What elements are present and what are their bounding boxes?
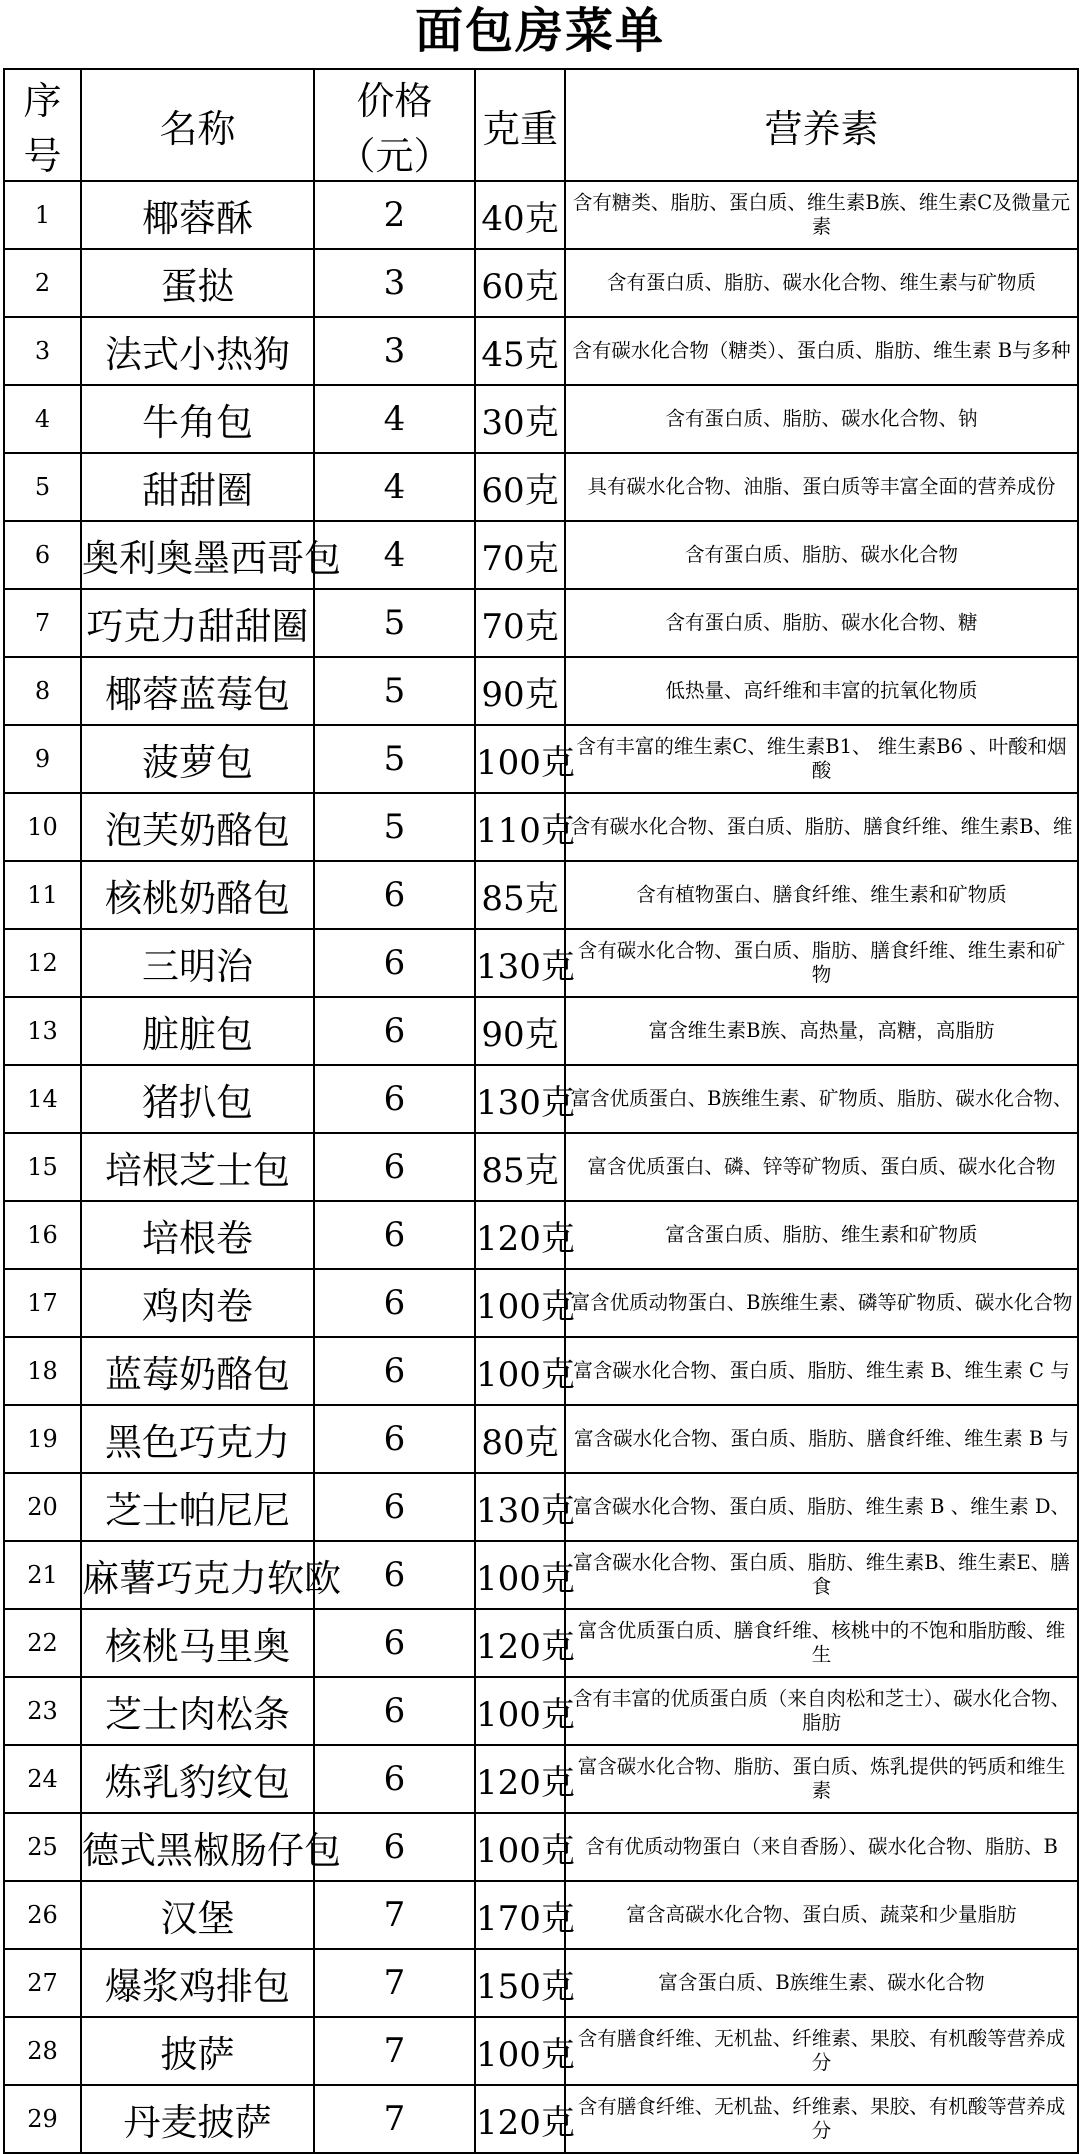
cell-no: 17 xyxy=(4,1269,81,1337)
cell-nutrients xyxy=(565,1881,1078,1949)
cell-no: 26 xyxy=(4,1881,81,1949)
cell-no: 12 xyxy=(4,929,81,997)
cell-no: 2 xyxy=(4,249,81,317)
cell-no: 7 xyxy=(4,589,81,657)
table-row xyxy=(4,1405,1078,1473)
nutrients-text: 含有蛋白质、脂肪、碳水化合物、维生素与矿物质 xyxy=(606,271,1036,294)
nutrients-text: 含有膳食纤维、无机盐、纤维素、果胶、有机酸等营养成分 xyxy=(577,2027,1066,2074)
table-row xyxy=(4,1133,1078,1201)
cell-name: 牛角包 xyxy=(81,385,314,453)
cell-nutrients xyxy=(565,1201,1078,1269)
cell-no: 24 xyxy=(4,1745,81,1813)
cell-weight: 120克 xyxy=(475,1609,565,1677)
table-row xyxy=(4,1201,1078,1269)
table-row xyxy=(4,2017,1078,2085)
cell-name: 椰蓉蓝莓包 xyxy=(81,657,314,725)
cell-weight: 120克 xyxy=(475,1745,565,1813)
cell-name: 黑色巧克力 xyxy=(81,1405,314,1473)
cell-weight: 100克 xyxy=(475,1541,565,1609)
table-row xyxy=(4,725,1078,793)
cell-weight: 40克 xyxy=(475,181,565,249)
nutrients-text: 富含碳水化合物、蛋白质、脂肪、维生素 B、维生素 C 与 xyxy=(573,1359,1070,1382)
cell-price: 6 xyxy=(314,929,475,997)
cell-no: 21 xyxy=(4,1541,81,1609)
table-row xyxy=(4,657,1078,725)
nutrients-text: 含有丰富的维生素C、维生素B1、 维生素B6 、叶酸和烟酸 xyxy=(576,735,1067,782)
cell-no: 1 xyxy=(4,181,81,249)
cell-price: 7 xyxy=(314,1881,475,1949)
cell-nutrients xyxy=(565,1473,1078,1541)
table-row xyxy=(4,1473,1078,1541)
table-row xyxy=(4,1269,1078,1337)
cell-no: 3 xyxy=(4,317,81,385)
nutrients-text: 富含优质蛋白质、膳食纤维、核桃中的不饱和脂肪酸、维生 xyxy=(577,1619,1066,1666)
cell-nutrients xyxy=(565,1065,1078,1133)
cell-name: 鸡肉卷 xyxy=(81,1269,314,1337)
cell-nutrients xyxy=(565,453,1078,521)
cell-weight: 110克 xyxy=(475,793,565,861)
cell-price: 6 xyxy=(314,1677,475,1745)
cell-nutrients xyxy=(565,725,1078,793)
table-row xyxy=(4,2085,1078,2153)
cell-name: 丹麦披萨 xyxy=(81,2085,314,2153)
cell-price: 6 xyxy=(314,1201,475,1269)
cell-price: 7 xyxy=(314,1949,475,2017)
nutrients-text: 富含碳水化合物、蛋白质、脂肪、维生素 B 、维生素 D、 xyxy=(572,1495,1071,1518)
header-price: 价格（元） xyxy=(314,69,475,181)
cell-weight: 90克 xyxy=(475,657,565,725)
table-row xyxy=(4,793,1078,861)
cell-price: 6 xyxy=(314,1541,475,1609)
cell-nutrients xyxy=(565,1745,1078,1813)
header-row xyxy=(4,69,1078,181)
nutrients-text: 含有碳水化合物（糖类）、蛋白质、脂肪、维生素 B与多种 xyxy=(572,339,1071,362)
cell-weight: 60克 xyxy=(475,453,565,521)
table-row xyxy=(4,1677,1078,1745)
cell-name: 椰蓉酥 xyxy=(81,181,314,249)
cell-price: 6 xyxy=(314,1065,475,1133)
cell-name: 泡芙奶酪包 xyxy=(81,793,314,861)
cell-name: 核桃马里奥 xyxy=(81,1609,314,1677)
cell-no: 8 xyxy=(4,657,81,725)
nutrients-text: 富含优质蛋白、B族维生素、矿物质、脂肪、碳水化合物、 xyxy=(570,1087,1073,1110)
nutrients-text: 富含维生素B族、高热量，高糖，高脂肪 xyxy=(648,1019,995,1042)
cell-name: 披萨 xyxy=(81,2017,314,2085)
nutrients-text: 含有丰富的优质蛋白质（来自肉松和芝士）、碳水化合物、脂肪 xyxy=(572,1687,1071,1734)
cell-no: 18 xyxy=(4,1337,81,1405)
cell-price: 6 xyxy=(314,1133,475,1201)
cell-price: 5 xyxy=(314,589,475,657)
cell-price: 6 xyxy=(314,1609,475,1677)
nutrients-text: 含有糖类、脂肪、蛋白质、维生素B族、维生素C及微量元素 xyxy=(572,191,1071,238)
cell-price: 6 xyxy=(314,861,475,929)
cell-name: 脏脏包 xyxy=(81,997,314,1065)
cell-price: 5 xyxy=(314,793,475,861)
cell-weight: 70克 xyxy=(475,589,565,657)
table-row xyxy=(4,1813,1078,1881)
table-row xyxy=(4,1337,1078,1405)
table-row xyxy=(4,385,1078,453)
cell-weight: 60克 xyxy=(475,249,565,317)
cell-nutrients xyxy=(565,1609,1078,1677)
cell-price: 6 xyxy=(314,1405,475,1473)
cell-price: 7 xyxy=(314,2017,475,2085)
cell-weight: 30克 xyxy=(475,385,565,453)
cell-price: 5 xyxy=(314,657,475,725)
header-nutrients: 营养素 xyxy=(565,69,1078,181)
cell-price: 6 xyxy=(314,997,475,1065)
nutrients-text: 含有蛋白质、脂肪、碳水化合物 xyxy=(684,543,958,566)
cell-no: 25 xyxy=(4,1813,81,1881)
nutrients-text: 富含蛋白质、脂肪、维生素和矿物质 xyxy=(665,1223,978,1246)
cell-weight: 85克 xyxy=(475,1133,565,1201)
cell-price: 4 xyxy=(314,521,475,589)
table-row xyxy=(4,1881,1078,1949)
cell-weight: 130克 xyxy=(475,1473,565,1541)
cell-nutrients xyxy=(565,385,1078,453)
cell-no: 5 xyxy=(4,453,81,521)
cell-nutrients xyxy=(565,1133,1078,1201)
cell-no: 15 xyxy=(4,1133,81,1201)
cell-price: 6 xyxy=(314,1813,475,1881)
menu-body xyxy=(4,181,1078,2153)
header-no: 序号 xyxy=(4,69,81,181)
cell-nutrients xyxy=(565,997,1078,1065)
cell-nutrients xyxy=(565,181,1078,249)
cell-weight: 100克 xyxy=(475,1269,565,1337)
nutrients-text: 富含蛋白质、B族维生素、碳水化合物 xyxy=(658,1971,985,1994)
cell-price: 6 xyxy=(314,1337,475,1405)
nutrients-text: 富含优质动物蛋白、B族维生素、磷等矿物质、碳水化合物 xyxy=(570,1291,1073,1314)
cell-nutrients xyxy=(565,1337,1078,1405)
cell-name: 蛋挞 xyxy=(81,249,314,317)
cell-nutrients xyxy=(565,2017,1078,2085)
table-row xyxy=(4,453,1078,521)
cell-weight: 130克 xyxy=(475,1065,565,1133)
cell-price: 4 xyxy=(314,453,475,521)
nutrients-text: 富含碳水化合物、脂肪、蛋白质、炼乳提供的钙质和维生素 xyxy=(577,1755,1066,1802)
nutrients-text: 富含高碳水化合物、蛋白质、蔬菜和少量脂肪 xyxy=(626,1903,1017,1926)
nutrients-text: 低热量、高纤维和丰富的抗氧化物质 xyxy=(665,679,978,702)
cell-no: 14 xyxy=(4,1065,81,1133)
table-row xyxy=(4,997,1078,1065)
menu-title: 面包房菜单 xyxy=(414,3,665,59)
table-row xyxy=(4,861,1078,929)
header-weight: 克重 xyxy=(475,69,565,181)
cell-weight: 130克 xyxy=(475,929,565,997)
cell-name: 爆浆鸡排包 xyxy=(81,1949,314,2017)
cell-name: 汉堡 xyxy=(81,1881,314,1949)
cell-no: 20 xyxy=(4,1473,81,1541)
cell-nutrients xyxy=(565,2085,1078,2153)
table-row xyxy=(4,181,1078,249)
table-row xyxy=(4,1541,1078,1609)
cell-weight: 100克 xyxy=(475,1337,565,1405)
table-row xyxy=(4,1609,1078,1677)
cell-weight: 120克 xyxy=(475,2085,565,2153)
cell-weight: 100克 xyxy=(475,1677,565,1745)
cell-name: 培根芝士包 xyxy=(81,1133,314,1201)
nutrients-text: 含有碳水化合物、蛋白质、脂肪、膳食纤维、维生素B、维 xyxy=(570,815,1073,838)
cell-price: 4 xyxy=(314,385,475,453)
cell-name: 甜甜圈 xyxy=(81,453,314,521)
table-row xyxy=(4,1949,1078,2017)
cell-name: 芝士帕尼尼 xyxy=(81,1473,314,1541)
cell-name: 蓝莓奶酪包 xyxy=(81,1337,314,1405)
cell-no: 29 xyxy=(4,2085,81,2153)
cell-weight: 120克 xyxy=(475,1201,565,1269)
cell-nutrients xyxy=(565,793,1078,861)
cell-no: 13 xyxy=(4,997,81,1065)
cell-price: 5 xyxy=(314,725,475,793)
cell-price: 6 xyxy=(314,1269,475,1337)
cell-no: 19 xyxy=(4,1405,81,1473)
cell-price: 3 xyxy=(314,249,475,317)
cell-name: 芝士肉松条 xyxy=(81,1677,314,1745)
nutrients-text: 含有碳水化合物、蛋白质、脂肪、膳食纤维、维生素和矿物 xyxy=(577,939,1066,986)
cell-name: 菠萝包 xyxy=(81,725,314,793)
cell-no: 6 xyxy=(4,521,81,589)
cell-price: 2 xyxy=(314,181,475,249)
cell-name: 巧克力甜甜圈 xyxy=(81,589,314,657)
cell-weight: 100克 xyxy=(475,1813,565,1881)
cell-price: 6 xyxy=(314,1473,475,1541)
cell-nutrients xyxy=(565,249,1078,317)
table-row xyxy=(4,1745,1078,1813)
cell-nutrients xyxy=(565,1949,1078,2017)
cell-name: 培根卷 xyxy=(81,1201,314,1269)
cell-no: 22 xyxy=(4,1609,81,1677)
header-name: 名称 xyxy=(81,69,314,181)
nutrients-text: 含有膳食纤维、无机盐、纤维素、果胶、有机酸等营养成分 xyxy=(577,2095,1066,2142)
cell-price: 6 xyxy=(314,1745,475,1813)
cell-name: 德式黑椒肠仔包 xyxy=(81,1813,314,1881)
cell-nutrients xyxy=(565,1813,1078,1881)
cell-nutrients xyxy=(565,861,1078,929)
cell-name: 三明治 xyxy=(81,929,314,997)
table-row xyxy=(4,589,1078,657)
cell-weight: 170克 xyxy=(475,1881,565,1949)
cell-nutrients xyxy=(565,589,1078,657)
table-row xyxy=(4,521,1078,589)
cell-price: 3 xyxy=(314,317,475,385)
menu-table xyxy=(3,68,1079,2154)
cell-no: 10 xyxy=(4,793,81,861)
cell-name: 核桃奶酪包 xyxy=(81,861,314,929)
cell-name: 猪扒包 xyxy=(81,1065,314,1133)
cell-weight: 70克 xyxy=(475,521,565,589)
cell-no: 4 xyxy=(4,385,81,453)
cell-name: 奥利奥墨西哥包 xyxy=(81,521,314,589)
nutrients-text: 具有碳水化合物、油脂、蛋白质等丰富全面的营养成份 xyxy=(587,475,1056,498)
table-row xyxy=(4,317,1078,385)
table-row xyxy=(4,1065,1078,1133)
cell-name: 炼乳豹纹包 xyxy=(81,1745,314,1813)
cell-nutrients xyxy=(565,1269,1078,1337)
cell-name: 麻薯巧克力软欧 xyxy=(81,1541,314,1609)
cell-no: 9 xyxy=(4,725,81,793)
cell-weight: 85克 xyxy=(475,861,565,929)
cell-no: 11 xyxy=(4,861,81,929)
nutrients-text: 富含碳水化合物、蛋白质、脂肪、维生素B、维生素E、膳食 xyxy=(573,1551,1070,1598)
table-row xyxy=(4,929,1078,997)
cell-no: 28 xyxy=(4,2017,81,2085)
cell-nutrients xyxy=(565,929,1078,997)
nutrients-text: 含有蛋白质、脂肪、碳水化合物、糖 xyxy=(665,611,978,634)
cell-weight: 100克 xyxy=(475,725,565,793)
cell-name: 法式小热狗 xyxy=(81,317,314,385)
cell-weight: 90克 xyxy=(475,997,565,1065)
cell-weight: 100克 xyxy=(475,2017,565,2085)
nutrients-text: 富含优质蛋白、磷、锌等矿物质、蛋白质、碳水化合物 xyxy=(587,1155,1056,1178)
cell-no: 27 xyxy=(4,1949,81,2017)
cell-nutrients xyxy=(565,1677,1078,1745)
nutrients-text: 含有植物蛋白、膳食纤维、维生素和矿物质 xyxy=(636,883,1007,906)
cell-nutrients xyxy=(565,317,1078,385)
cell-nutrients xyxy=(565,1405,1078,1473)
cell-weight: 150克 xyxy=(475,1949,565,2017)
table-row xyxy=(4,249,1078,317)
cell-nutrients xyxy=(565,521,1078,589)
cell-no: 16 xyxy=(4,1201,81,1269)
cell-no: 23 xyxy=(4,1677,81,1745)
nutrients-text: 富含碳水化合物、蛋白质、脂肪、膳食纤维、维生素 B 与 xyxy=(574,1427,1069,1450)
cell-price: 7 xyxy=(314,2085,475,2153)
nutrients-text: 含有蛋白质、脂肪、碳水化合物、钠 xyxy=(665,407,978,430)
cell-nutrients xyxy=(565,1541,1078,1609)
cell-weight: 80克 xyxy=(475,1405,565,1473)
cell-weight: 45克 xyxy=(475,317,565,385)
cell-nutrients xyxy=(565,657,1078,725)
nutrients-text: 含有优质动物蛋白（来自香肠）、碳水化合物、脂肪、B xyxy=(585,1835,1058,1858)
